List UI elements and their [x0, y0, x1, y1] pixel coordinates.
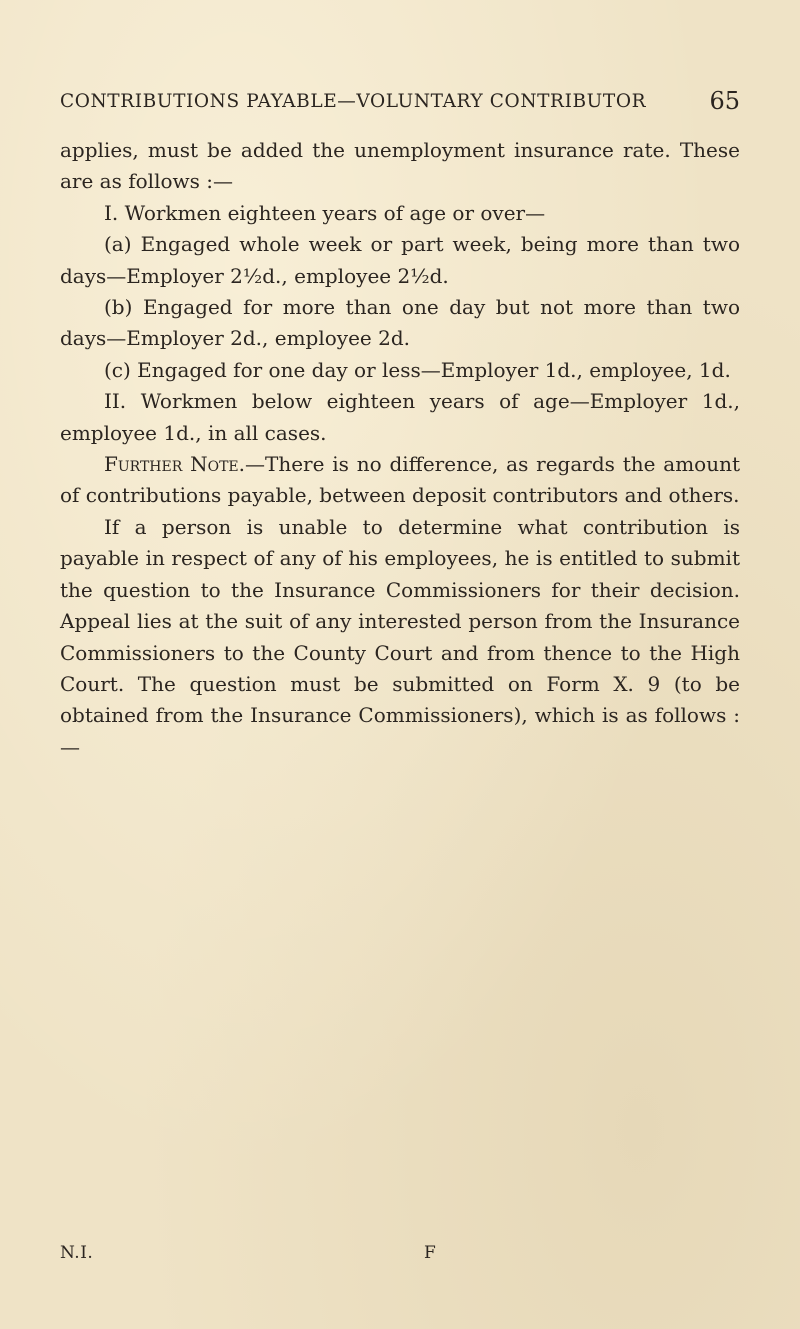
paragraph-continuation: applies, must be added the unemployment insurance rate. These are as follows :—	[60, 138, 740, 194]
paragraph-item-b: (b) Engaged for more than one day but not more than two days—Employer 2d., employee 2d.	[60, 295, 740, 351]
page-footer	[0, 1243, 800, 1273]
signature-mark: N.I.	[60, 1243, 94, 1263]
paragraph-item-a: (a) Engaged whole week or part week, being more than two days—Employer 2½d., employee 2½d.	[60, 232, 740, 288]
paragraph-item-c: (c) Engaged for one day or less—Employer 1d., employee, 1d.	[104, 357, 731, 382]
gathering-mark: F	[424, 1243, 437, 1263]
paragraph-further-note	[60, 449, 740, 512]
paragraph-workmen-below-eighteen: II. Workmen below eighteen years of age—Employer 1d., employee 1d., in all cases.	[60, 389, 740, 445]
running-title: CONTRIBUTIONS PAYABLE—VOLUNTARY CONTRIBUTOR	[60, 91, 647, 112]
page-number: 65	[709, 87, 740, 115]
further-note-heading: Further Note.	[104, 452, 245, 477]
paragraph-workmen-over-eighteen: I. Workmen eighteen years of age or over—	[104, 200, 546, 225]
further-note-text: —There is no difference, as regards the amount of contributions payable, between deposit contributors and others.	[60, 452, 741, 508]
body-text	[60, 135, 740, 763]
paragraph-question-submission: If a person is unable to determine what contribution is payable in respect of any of his employees, he is entitled to submit the question to the Insurance Commissioners for their decision. Appeal lies at the suit of any interested person from the Insurance Commissioners to the County Court and from thence to the High Court. The question must be submitted on Form X. 9 (to be obtained from the Insurance Commissioners), which is as follows :—	[60, 514, 740, 759]
running-header	[60, 87, 740, 123]
